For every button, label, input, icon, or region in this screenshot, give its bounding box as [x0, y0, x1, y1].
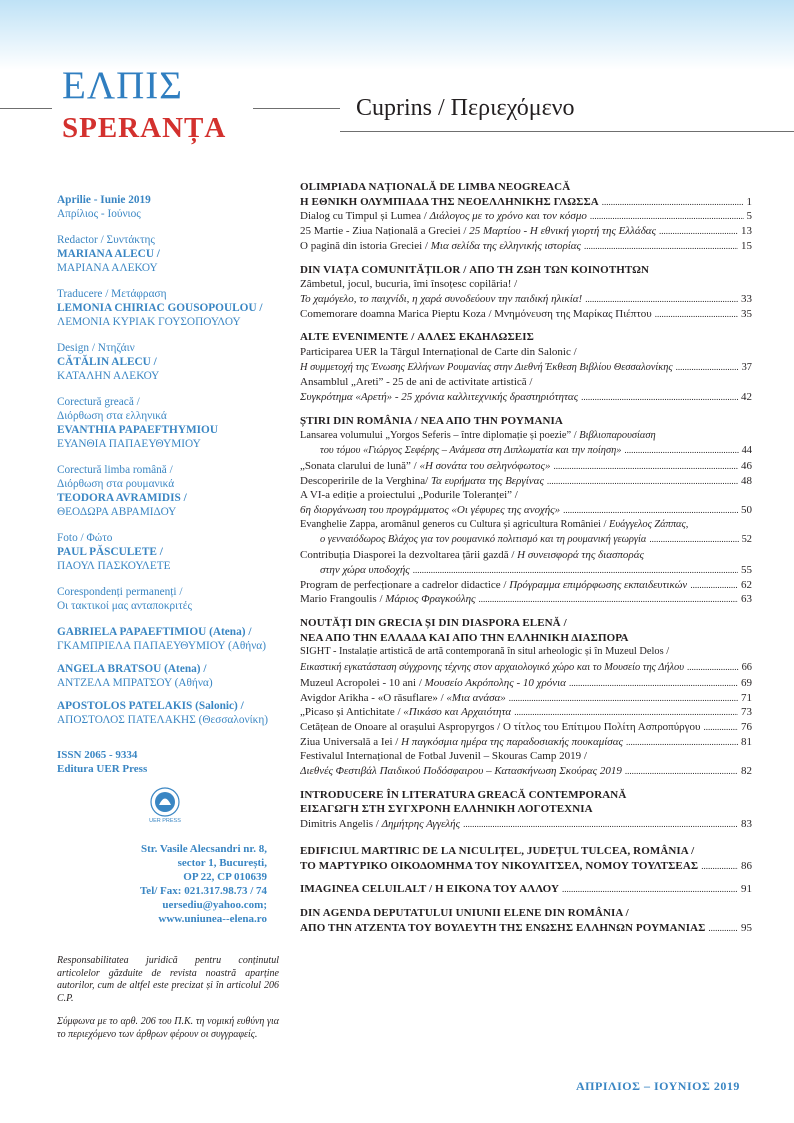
section-title-greek: ΕΙΣΑΓΩΓΗ ΣΤΗ ΣΥΓΧΡΟΝΗ ΕΛΛΗΝΙΚΗ ΛΟΓΟΤΕΧΝΙΑ — [300, 803, 593, 816]
credit-name: LEMONIA CHIRIAC GOUSOPOULOU / — [57, 302, 263, 314]
credit-group — [57, 463, 279, 519]
toc-section — [300, 788, 752, 832]
dot-leader — [659, 224, 738, 239]
dot-leader — [562, 882, 738, 897]
toc-entry-text: Ansamblul „Areti” - 25 de ani de activitate artistică / — [300, 376, 533, 389]
logo-romanian: SPERANȚA — [62, 112, 227, 144]
toc-entry: 25 Martie - Ziua Națională a Greciei / 25 Μαρτίου - Η εθνική γιορτή της Ελλάδας ..... 13 — [300, 224, 752, 239]
credit-role: Design / Ντηζάιν — [57, 342, 135, 354]
toc-entry: Muzeul Acropolei - 10 ani / Μουσείο Ακρόπολης - 10 χρόνια ..... 69 — [300, 676, 752, 691]
section-title: DIN VIAȚA COMUNITĂȚILOR / ΑΠΟ ΤΗ ΖΩΗ ΤΩΝ ΚΟΙΝΟΤΗΤΩΝ — [300, 263, 650, 276]
toc-entry: Διεθνές Φεστιβάλ Παιδικού Ποδόσφαιρου – Κατασκήνωση Σκούρας 2019 ..... 82 — [300, 764, 752, 779]
toc-entry: ΤΟ ΜΑΡΤΥΡΙΚΟ ΟΙΚΟΔΟΜΗΜΑ ΤΟΥ ΝΙΚΟΥΛΙΤΣΕΛ, ΝΟΜΟΥ ΤΟΥΛΤΣΕΑΣ ..... 86 — [300, 859, 752, 874]
section-title: ALTE EVENIMENTE / ΑΛΛΕΣ ΕΚΔΗΛΩΣΕΙΣ — [300, 331, 534, 344]
toc-entry: του τόμου «Γιώργος Σεφέρης – Ανάμεσα στη Διπλωματία και την ποίηση» ..... 44 — [300, 443, 752, 459]
toc-entry: Το χαμόγελο, το παιχνίδι, η χαρά συνοδεύουν την παιδική ηλικία! ..... 33 — [300, 292, 752, 307]
page-title: Cuprins / Περιεχόμενο — [356, 95, 575, 121]
section-title: INTRODUCERE ÎN LITERATURA GREACĂ CONTEMPORANĂ — [300, 788, 627, 801]
page-number: 5 — [746, 210, 752, 223]
page-number: 46 — [741, 459, 752, 472]
address-line[interactable]: www.uniunea--elena.ro — [158, 913, 267, 925]
page-number: 95 — [741, 921, 752, 934]
page-number: 71 — [741, 691, 752, 704]
svg-text:UER PRESS: UER PRESS — [149, 818, 181, 824]
toc-entry: IMAGINEA CELUILALT / Η ΕΙΚΟΝΑ ΤΟΥ ΑΛΛΟΥ ..... 91 — [300, 882, 752, 897]
address-line: OP 22, CP 010639 — [183, 871, 267, 883]
toc-section — [300, 263, 752, 322]
dot-leader — [569, 676, 738, 691]
toc-section — [300, 882, 752, 897]
address-line: Str. Vasile Alecsandri nr. 8, — [140, 843, 267, 855]
toc-entry-text: Lansarea volumului „Yorgos Seferis – între diplomație și poezie” / Βιβλιοπαρουσίαση — [300, 429, 656, 441]
page-number: 69 — [741, 676, 752, 689]
page-number: 76 — [741, 720, 752, 733]
dot-leader — [703, 720, 738, 735]
uer-press-logo — [146, 786, 184, 824]
dot-leader — [584, 239, 738, 254]
section-title: NOUTĂȚI DIN GRECIA ȘI DIN DIASPORA ELENĂ / — [300, 616, 567, 629]
page-number: 42 — [741, 391, 752, 404]
credit-role-greek: Διόρθωση στα ελληνικά — [57, 410, 167, 422]
dot-leader — [687, 660, 739, 675]
credit-name: CĂTĂLIN ALECU / — [57, 356, 157, 368]
toc-entry: Συγκρότημα «Αρετή» - 25 χρόνια καλλιτεχνικής δραστηριότητας ..... 42 — [300, 390, 752, 405]
toc-section — [300, 180, 752, 254]
page-number: 44 — [741, 445, 752, 457]
page-number: 55 — [741, 563, 752, 576]
page-number: 91 — [741, 883, 752, 896]
toc-entry: „Picaso și Antichitate / «Πικάσο και Αρχαιότητα ..... 73 — [300, 705, 752, 720]
toc-section — [300, 414, 752, 607]
credit-name: TEODORA AVRAMIDIS / — [57, 492, 187, 504]
toc-entry: Program de perfecționare a cadrelor didactice / Πρόγραμμα επιμόρφωσης εκπαιδευτικών ..... 62 — [300, 578, 752, 593]
toc-entry: ο γενναιόδωρος Βλάχος για τον ρουμανικό πολιτισμό και τη ρουμανική γεωργία ..... 52 — [300, 532, 752, 548]
page-number: 37 — [741, 361, 752, 373]
dot-leader — [624, 443, 738, 458]
toc-entry-text: Contribuția Diasporei la dezvoltarea țării gazdă / Η συνεισφορά της διασποράς — [300, 549, 644, 562]
dot-leader — [554, 459, 738, 474]
toc-entry-text: A VI-a ediție a proiectului „Podurile Toleranței” / — [300, 489, 518, 502]
footer-issue: ΑΠΡΙΛΙΟΣ – ΙΟΥΝΙΟΣ 2019 — [576, 1079, 740, 1093]
toc-entry-text: Evanghelie Zappa, aromânul generos cu Cultura și agricultura României / Ευάγγελος Ζάππας, — [300, 518, 689, 530]
logo-rule-right — [253, 108, 340, 109]
dot-leader — [625, 764, 738, 779]
dot-leader — [655, 307, 738, 322]
dot-leader — [690, 578, 738, 593]
page-number: 86 — [741, 859, 752, 872]
page-number: 13 — [741, 225, 752, 238]
credit-role: Redactor / Συντάκτης — [57, 234, 155, 246]
toc-entry: Mario Frangoulis / Μάριος Φραγκούλης ..... 63 — [300, 592, 752, 607]
credit-group — [57, 625, 279, 653]
page-number: 35 — [741, 307, 752, 320]
dot-leader — [676, 360, 739, 375]
credit-group — [57, 395, 279, 451]
page-number: 15 — [741, 239, 752, 252]
page-number: 50 — [741, 504, 752, 517]
top-gradient — [0, 0, 794, 70]
dot-leader — [590, 209, 744, 224]
toc-entry-text: Zâmbetul, jocul, bucuria, îmi însoțesc copilăria! / — [300, 278, 518, 291]
toc-entry: Εικαστική εγκατάσταση σύγχρονης τέχνης στον αρχαιολογικό χώρο και το Μουσείο της Δήλου ..... 66 — [300, 660, 752, 676]
credit-role-greek: Διόρθωση στα ρουμανικά — [57, 478, 175, 490]
page-number: 1 — [746, 195, 752, 208]
page-number: 48 — [741, 474, 752, 487]
section-title: ȘTIRI DIN ROMÂNIA / ΝΕΑ ΑΠΟ ΤΗΝ ΡΟΥΜΑΝΙΑ — [300, 414, 563, 427]
toc-entry: Comemorare doamna Marica Pieptu Koza / Μνημόνευση της Μαρίκας Πιέπτου ..... 35 — [300, 307, 752, 322]
credit-name: ΚΑΤΑΛΗΝ ΑΛΕΚΟΥ — [57, 370, 160, 382]
page-number: 73 — [741, 706, 752, 719]
toc-entry-text: Participarea UER la Târgul Internațional de Carte din Salonic / — [300, 346, 577, 359]
toc-entry: O pagină din istoria Greciei / Μια σελίδα της ελληνικής ιστορίας ..... 15 — [300, 239, 752, 254]
contact-address — [57, 842, 267, 926]
toc-entry: Ziua Universală a Iei / Η παγκόσμια ημέρα της παραδοσιακής πουκαμίσας ..... 81 — [300, 735, 752, 750]
logo-rule-left — [0, 108, 52, 109]
credit-group — [57, 233, 279, 275]
dot-leader — [563, 503, 738, 518]
dot-leader — [413, 563, 738, 578]
dot-leader — [479, 592, 738, 607]
toc-section — [300, 906, 752, 935]
credit-name: APOSTOLOS PATELAKIS (Salonic) / — [57, 700, 244, 712]
credit-role: Corectură limba română / — [57, 464, 173, 476]
page-number: 52 — [741, 534, 752, 546]
title-rule — [340, 131, 794, 132]
toc-entry-text: SIGHT - Instalație artistică de artă contemporană în situl arheologic și în Muzeul Delos / — [300, 646, 670, 658]
toc-entry: Dimitris Angelis / Δημήτρης Αγγελής ..... 83 — [300, 817, 752, 832]
credit-name: ΓΚΑΜΠΡΙΕΛΑ ΠΑΠΑΕΥΘΥΜΙΟΥ (Αθήνα) — [57, 640, 266, 652]
legal-note-romanian: Responsabilitatea juridică pentru conținutul articolelor găzduite de revista noastră aparține autorilor, cum de altfel este precizat și în articolul 206 C.P. — [57, 955, 279, 1004]
credit-group — [57, 341, 279, 383]
toc-entry: Cetățean de Onoare al orașului Aspropyrgos / Ο τίτλος του Επίτιμου Πολίτη Ασπροπύργου ..... 76 — [300, 720, 752, 735]
credit-name: PAUL PĂSCULETE / — [57, 546, 163, 558]
credit-name: ΠΑΟΥΛ ΠΑΣΚΟΥΛΕΤΕ — [57, 560, 171, 572]
credit-name: ΑΝΤΖΕΛΑ ΜΠΡΑΤΣΟΥ (Αθήνα) — [57, 677, 213, 689]
credit-role: Corespondenți permanenți / — [57, 586, 183, 598]
credit-name: ΜΑΡΙΑΝΑ ΑΛΕΚΟΥ — [57, 262, 158, 274]
sidebar-credits — [57, 193, 279, 736]
logo-greek: ΕΛΠΙΣ — [62, 64, 183, 107]
dot-leader — [547, 474, 738, 489]
dot-leader — [701, 859, 738, 874]
credit-name: ANGELA BRATSOU (Atena) / — [57, 663, 207, 675]
legal-note-greek: Σύμφωνα με το αρθ. 206 του Π.Κ. τη νομική ευθύνη για το περιεχόμενο των άρθρων φέρουν οι συγγραφείς. — [57, 1016, 279, 1040]
credit-group — [57, 662, 279, 690]
credit-name: ΑΠΟΣΤΟΛΟΣ ΠΑΤΕΛΑΚΗΣ (Θεσσαλονίκη) — [57, 714, 268, 726]
dot-leader — [708, 921, 738, 936]
credit-group — [57, 531, 279, 573]
address-line: Tel/ Fax: 021.317.98.73 / 74 — [139, 885, 267, 897]
toc-entry: „Sonata clarului de lună” / «Η σονάτα του σεληνόφωτος» ..... 46 — [300, 459, 752, 474]
issn-block: ISSN 2065 - 9334 Editura UER Press — [57, 749, 148, 775]
toc-entry: ΑΠΟ ΤΗΝ ΑΤΖΕΝΤΑ ΤΟΥ ΒΟΥΛΕΥΤΗ ΤΗΣ ΕΝΩΣΗΣ ΕΛΛΗΝΩΝ ΡΟΥΜΑΝΙΑΣ ..... 95 — [300, 921, 752, 936]
dot-leader — [514, 705, 738, 720]
toc-entry: Η συμμετοχή της Ένωσης Ελλήνων Ρουμανίας στην Διεθνή Έκθεση Βιβλίου Θεσσαλονίκης ..... 37 — [300, 360, 752, 376]
dot-leader — [581, 390, 738, 405]
page-number: 63 — [741, 593, 752, 606]
toc-entry-text: Festivalul Internațional de Fotbal Juvenil – Skouras Camp 2019 / — [300, 750, 587, 763]
credit-name: GABRIELA PAPAEFTIMIOU (Atena) / — [57, 626, 252, 638]
toc-entry: 6η διοργάνωση του προγράμματος «Οι γέφυρες της ανοχής» ..... 50 — [300, 503, 752, 518]
credit-role-greek: Οι τακτικοί μας ανταποκριτές — [57, 600, 192, 612]
toc-entry: στην χώρα υποδοχής ..... 55 — [300, 563, 752, 578]
toc-entry: Dialog cu Timpul și Lumea / Διάλογος με το χρόνο και τον κόσμο ..... 5 — [300, 209, 752, 224]
dot-leader — [649, 532, 738, 547]
section-title: DIN AGENDA DEPUTATULUI UNIUNII ELENE DIN ROMÂNIA / — [300, 906, 629, 919]
page-number: 62 — [741, 578, 752, 591]
page-number: 33 — [741, 292, 752, 305]
toc-section — [300, 616, 752, 779]
page-number: 82 — [741, 765, 752, 778]
page-number: 83 — [741, 818, 752, 831]
page-number: 66 — [741, 662, 752, 674]
toc-entry: Avigdor Arikha - «O răsuflare» / «Μια ανάσα» ..... 71 — [300, 691, 752, 706]
section-title: EDIFICIUL MARTIRIC DE LA NICULIȚEL, JUDEȚUL TULCEA, ROMÂNIA / — [300, 844, 695, 857]
dot-leader — [463, 817, 738, 832]
address-line: sector 1, București, — [177, 857, 267, 869]
toc-section — [300, 330, 752, 405]
issue-date: Aprilie - Iunie 2019 Απρίλιος - Ιούνιος — [57, 194, 151, 220]
toc-section — [300, 844, 752, 873]
credit-role: Corectură greacă / — [57, 396, 140, 408]
dot-leader — [602, 195, 744, 210]
credit-group — [57, 287, 279, 329]
section-title-greek: ΝΕΑ ΑΠΟ ΤΗΝ ΕΛΛΑΔΑ ΚΑΙ ΑΠΟ ΤΗΝ ΕΛΛΗΝΙΚΗ ΔΙΑΣΠΟΡΑ — [300, 631, 629, 644]
credit-role: Traducere / Μετάφραση — [57, 288, 167, 300]
credit-group — [57, 585, 279, 613]
toc-entry: Η ΕΘΝΙΚΗ ΟΛΥΜΠΙΑΔΑ ΤΗΣ ΝΕΟΕΛΛΗΝΙΚΗΣ ΓΛΩΣΣΑ ..... 1 — [300, 195, 752, 210]
dot-leader — [626, 735, 738, 750]
credit-name: ΛΕΜΟΝΙΑ ΚΥΡΙΑΚ ΓΟΥΣΟΠΟΥΛΟΥ — [57, 316, 241, 328]
credit-role: Foto / Φώτο — [57, 532, 113, 544]
credit-name: ΘΕΟΔΩΡΑ ΑΒΡΑΜΙΔΟΥ — [57, 506, 177, 518]
dot-leader — [585, 292, 738, 307]
table-of-contents — [300, 180, 752, 944]
address-line[interactable]: uersediu@yahoo.com; — [162, 899, 267, 911]
dot-leader — [509, 691, 738, 706]
page-number: 81 — [741, 735, 752, 748]
credit-name: MARIANA ALECU / — [57, 248, 160, 260]
credit-name: ΕΥΑΝΘΙΑ ΠΑΠΑΕΥΘΥΜΙΟΥ — [57, 438, 201, 450]
toc-entry: Descoperirile de la Verghina/ Τα ευρήματα της Βεργίνας ..... 48 — [300, 474, 752, 489]
credit-name: EVANTHIA PAPAEFTHYMIOU — [57, 424, 218, 436]
credit-group — [57, 699, 279, 727]
section-title: OLIMPIADA NAȚIONALĂ DE LIMBA NEOGREACĂ — [300, 181, 571, 193]
